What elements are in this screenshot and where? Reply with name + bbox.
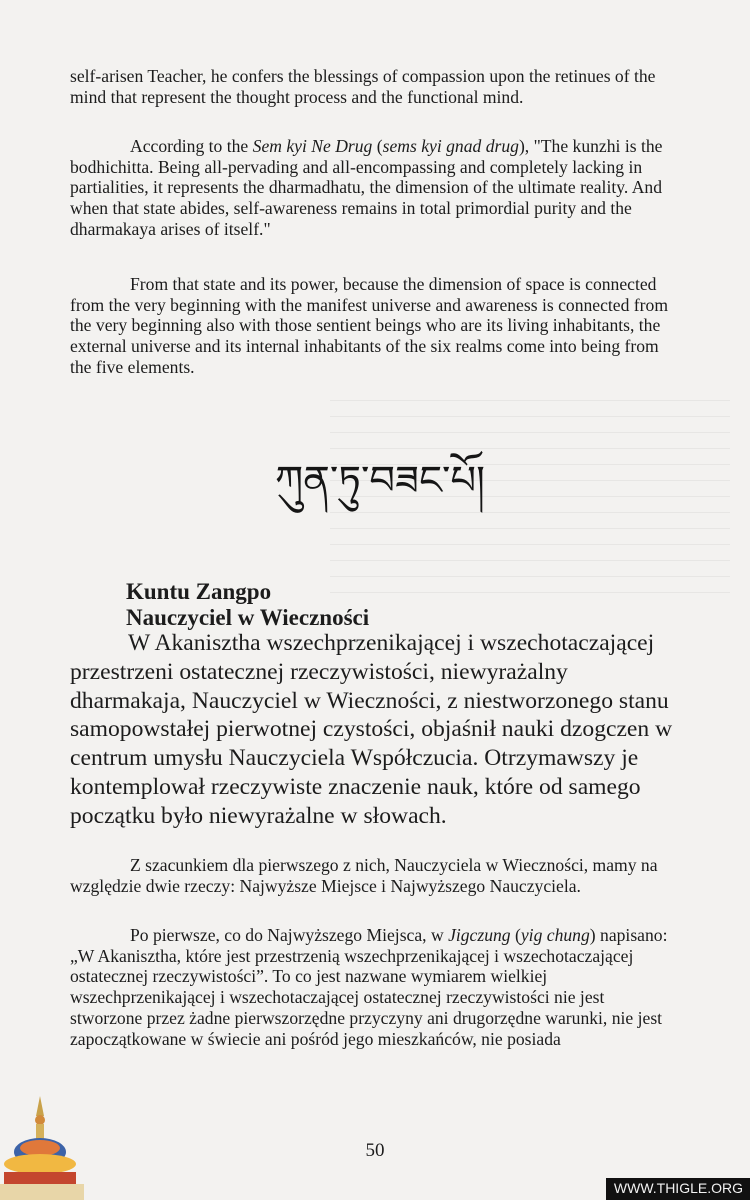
citation-title: Sem kyi Ne Drug: [252, 136, 373, 156]
p3-paren: (: [510, 925, 521, 945]
section-heading-line2: Nauczyciel w Wieczności: [126, 605, 370, 630]
paragraph-elements: From that state and its power, because the dimension of space is connected from the very beginning with the manifest universe and awareness is connected from the very beginning also with those sentient beings who are its living inhabitants, the external universe and its internal inhabitants of the six realms come into being from the five elements.: [70, 274, 668, 377]
citation-paren: (: [372, 136, 383, 156]
page-number: 50: [365, 1140, 385, 1161]
p3-prefix: Po pierwsze, co do Najwyższego Miejsca, w: [130, 925, 449, 945]
stupa-ornament: [0, 1090, 100, 1200]
site-watermark: WWW.THIGLE.ORG: [606, 1178, 750, 1200]
tibetan-title: [240, 446, 520, 518]
paragraph-first-place: [70, 925, 670, 1049]
paragraph-respect: Z szacunkiem dla pierwszego z nich, Nauczyciela w Wieczności, mamy na względzie dwie rzeczy: Najwyższe Miejsce i Najwyższego Nauczyciela.: [70, 855, 658, 896]
section-heading-line1: Kuntu Zangpo: [126, 579, 272, 604]
p3-rest: ) napisano: „W Akanisztha, które jest przestrzenią wszechprzenikającej i wszechotaczającej ostatecznej rzeczywistości”. To co jest nazwane wymiarem wielkiej wszechprzenikającej i wszechotaczającej ostatecznej rzeczywistości nie jest stworzone przez żadne pierwszorzędne przyczyny ani drugorzędne warunki, nie jest zapoczątkowane w świecie ani pośród jego mieszkańców, nie posiada: [70, 925, 668, 1049]
p3-transliteration: yig chung: [520, 925, 590, 945]
tibetan-title-text: ཀུན་ཏུ་བཟང་པོ།: [275, 458, 485, 504]
citation-prefix: According to the: [130, 136, 253, 156]
paragraph-citation: [70, 136, 670, 240]
citation-quote: ), "The kunzhi is the bodhichitta. Being all-pervading and all-encompassing and completely lacking in partialities, it represents the dharmadhatu, the dimension of the ultimate reality. And when that state abides, self-awareness remains in total primordial purity and the dharmakaya arises of itself.": [70, 136, 663, 239]
paragraph-akanisztha: W Akanisztha wszechprzenikającej i wszechotaczającej przestrzeni ostatecznej rzeczywistości, niewyrażalny dharmakaja, Nauczyciel w Wieczności, z niestworzonego stanu samopowstałej pierwotnej czystości, objaśnił nauki dzogczen w centrum umysłu Nauczyciela Współczucia. Otrzymawszy je kontemplował rzeczywiste znaczenie nauk, które od samego początku było niewyrażalne w słowach.: [70, 630, 673, 829]
paragraph-continuation: self-arisen Teacher, he confers the blessings of compassion upon the retinues of the mind that represent the thought process and the functional mind.: [70, 66, 656, 107]
p3-title: Jigczung: [448, 925, 511, 945]
citation-transliteration: sems kyi gnad drug: [382, 136, 519, 156]
